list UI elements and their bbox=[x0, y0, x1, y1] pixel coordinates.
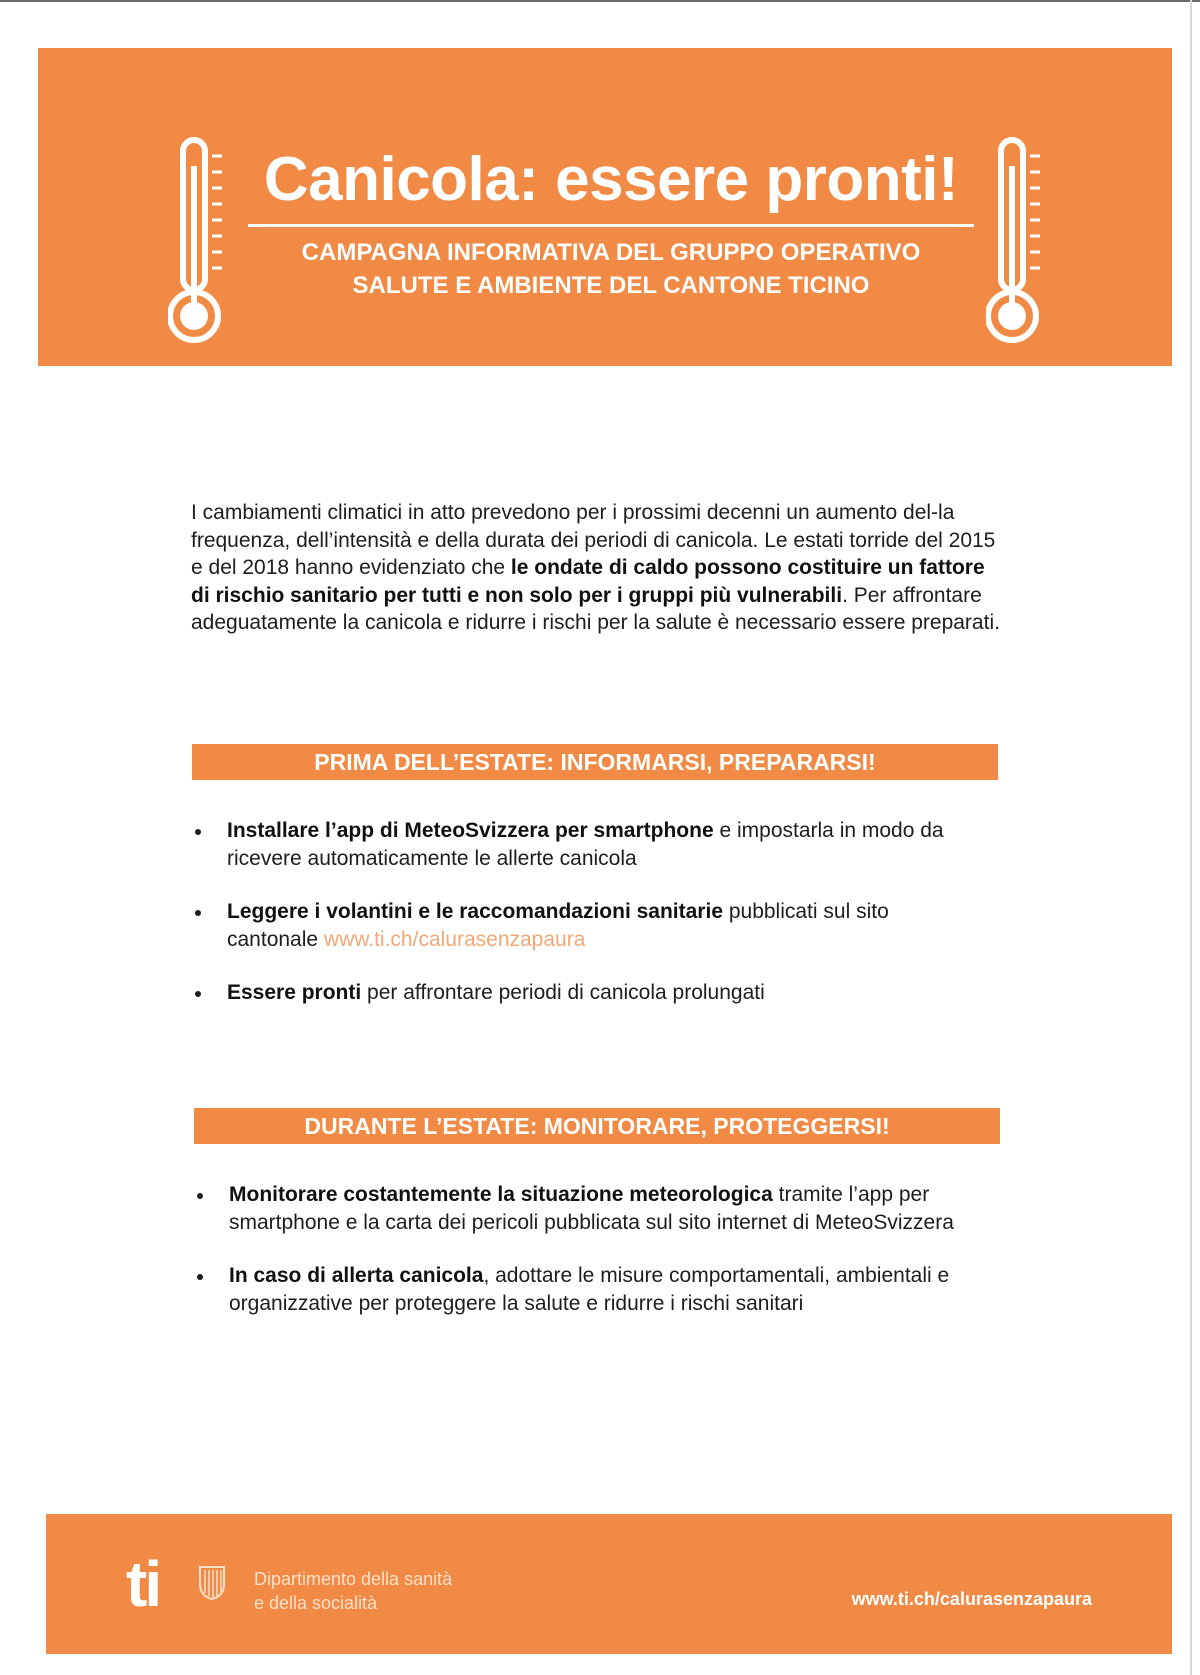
title-divider bbox=[248, 224, 974, 227]
list-item-bold: Monitorare costantemente la situazione meteorologica bbox=[229, 1183, 773, 1206]
intro-paragraph bbox=[191, 499, 1007, 637]
page-right-border bbox=[1190, 0, 1192, 1675]
bullet-icon bbox=[197, 1193, 203, 1199]
list-item-bold: Installare l’app di MeteoSvizzera per smartphone bbox=[227, 819, 714, 842]
ticino-logo: ti bbox=[126, 1548, 160, 1620]
list-item bbox=[194, 1262, 974, 1317]
header-banner bbox=[38, 48, 1172, 366]
section-heading-during-summer: DURANTE L’ESTATE: MONITORARE, PROTEGGERSI! bbox=[194, 1108, 1000, 1144]
footer-website-link[interactable]: www.ti.ch/calurasenzapaura bbox=[851, 1589, 1092, 1609]
page-subtitle bbox=[248, 236, 974, 302]
footer-banner bbox=[46, 1514, 1172, 1654]
subtitle-line-2: SALUTE E AMBIENTE DEL CANTONE TICINO bbox=[352, 272, 870, 299]
page-title: Canicola: essere pronti! bbox=[263, 145, 959, 214]
section-heading-before-summer: PRIMA DELL’ESTATE: INFORMARSI, PREPARARSI! bbox=[192, 744, 998, 780]
department-line-2: e della socialità bbox=[254, 1593, 378, 1613]
list-item bbox=[192, 979, 972, 1007]
intro-text-2: . Per affrontare adeguatamente la canicola e ridurre i rischi per la salute è necessario essere preparati. bbox=[191, 583, 1000, 634]
list-item bbox=[192, 898, 972, 953]
thermometer-icon bbox=[168, 136, 226, 346]
list-item bbox=[194, 1181, 974, 1236]
thermometer-icon bbox=[986, 136, 1044, 346]
list-item-text: pubblicati sul sito cantonale bbox=[227, 900, 889, 951]
bullet-icon bbox=[197, 1274, 203, 1280]
list-item-text: e impostarla in modo da ricevere automaticamente le allerte canicola bbox=[227, 819, 944, 870]
during-summer-list bbox=[194, 1181, 974, 1343]
department-line-1: Dipartimento della sanità bbox=[254, 1569, 453, 1589]
list-item-bold: Leggere i volantini e le raccomandazioni sanitarie bbox=[227, 900, 723, 923]
bullet-icon bbox=[195, 910, 201, 916]
list-item-text: per affrontare periodi di canicola prolungati bbox=[361, 981, 765, 1004]
website-link[interactable]: www.ti.ch/calurasenzapaura bbox=[323, 927, 586, 951]
list-item-bold: Essere pronti bbox=[227, 981, 362, 1004]
list-item-text: tramite l’app per smartphone e la carta dei pericoli pubblicata sul sito internet di MeteoSvizzera bbox=[229, 1183, 954, 1234]
department-name bbox=[254, 1567, 452, 1615]
subtitle-line-1: CAMPAGNA INFORMATIVA DEL GRUPPO OPERATIVO bbox=[301, 239, 921, 266]
before-summer-list bbox=[192, 817, 972, 1033]
intro-bold-text: le ondate di caldo possono costituire un fattore di rischio sanitario per tutti e non solo per i gruppi più vulnerabili bbox=[191, 556, 985, 607]
bullet-icon bbox=[195, 829, 201, 835]
list-item bbox=[192, 817, 972, 872]
page-top-border bbox=[0, 0, 1200, 2]
intro-text-1: I cambiamenti climatici in atto prevedono per i prossimi decenni un aumento del-la frequenza, dell’intensità e della durata dei periodi di canicola. Le estati torride del 2015 e del 2018 hanno evidenziato che bbox=[191, 501, 996, 579]
list-item-text: , adottare le misure comportamentali, ambientali e organizzative per proteggere la salute e ridurre i rischi sanitari bbox=[229, 1264, 950, 1315]
canton-shield-icon bbox=[199, 1566, 225, 1600]
list-item-bold: In caso di allerta canicola bbox=[229, 1264, 484, 1287]
bullet-icon bbox=[195, 991, 201, 997]
